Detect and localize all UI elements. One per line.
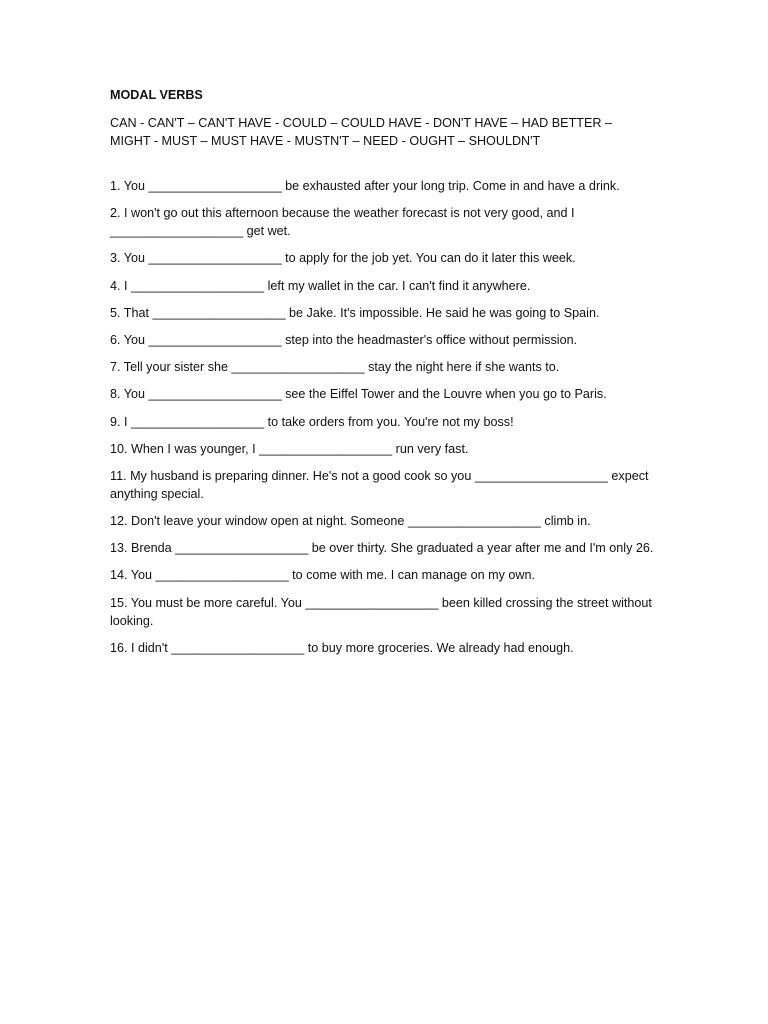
exercise-item-6: 6. You ___________________ step into the headmaster's office without permission. (110, 332, 578, 347)
worksheet-title: MODAL VERBS (110, 88, 203, 102)
exercise-item-13: 13. Brenda ___________________ be over thirty. She graduated a year after me and I'm only 26. (110, 541, 654, 556)
exercise-item-8: 8. You ___________________ see the Eiffel Tower and the Louvre when you go to Paris. (110, 387, 607, 402)
word-bank: CAN - CAN'T – CAN'T HAVE - COULD – COULD HAVE - DON'T HAVE – HAD BETTER – MIGHT - MUST – MUST HAVE - MUSTN'T – NEED - OUGHT – SHOULDN'T (110, 116, 612, 148)
exercise-item-7: 7. Tell your sister she ___________________ stay the night here if she wants to. (110, 360, 560, 375)
exercise-item-11: 11. My husband is preparing dinner. He's not a good cook so you ___________________ expect anything special. (110, 468, 649, 501)
exercise-item-16: 16. I didn't ___________________ to buy more groceries. We already had enough. (110, 640, 574, 655)
exercise-list (110, 177, 655, 657)
exercise-item-3: 3. You ___________________ to apply for the job yet. You can do it later this week. (110, 251, 576, 266)
exercise-item-1: 1. You ___________________ be exhausted after your long trip. Come in and have a drink. (110, 179, 620, 193)
exercise-item-12: 12. Don't leave your window open at night. Someone ___________________ climb in. (110, 514, 591, 529)
exercise-item-9: 9. I ___________________ to take orders from you. You're not my boss! (110, 414, 514, 429)
exercise-item-14: 14. You ___________________ to come with me. I can manage on my own. (110, 568, 535, 583)
exercise-item-5: 5. That ___________________ be Jake. It's impossible. He said he was going to Spain. (110, 305, 600, 320)
exercise-item-15: 15. You must be more careful. You ___________________ been killed crossing the street without looking. (110, 595, 652, 628)
exercise-item-4: 4. I ___________________ left my wallet in the car. I can't find it anywhere. (110, 278, 531, 293)
exercise-item-10: 10. When I was younger, I ___________________ run very fast. (110, 441, 469, 456)
worksheet (110, 86, 655, 666)
exercise-item-2: 2. I won't go out this afternoon because the weather forecast is not very good, and I ___________________ get wet. (110, 206, 575, 239)
